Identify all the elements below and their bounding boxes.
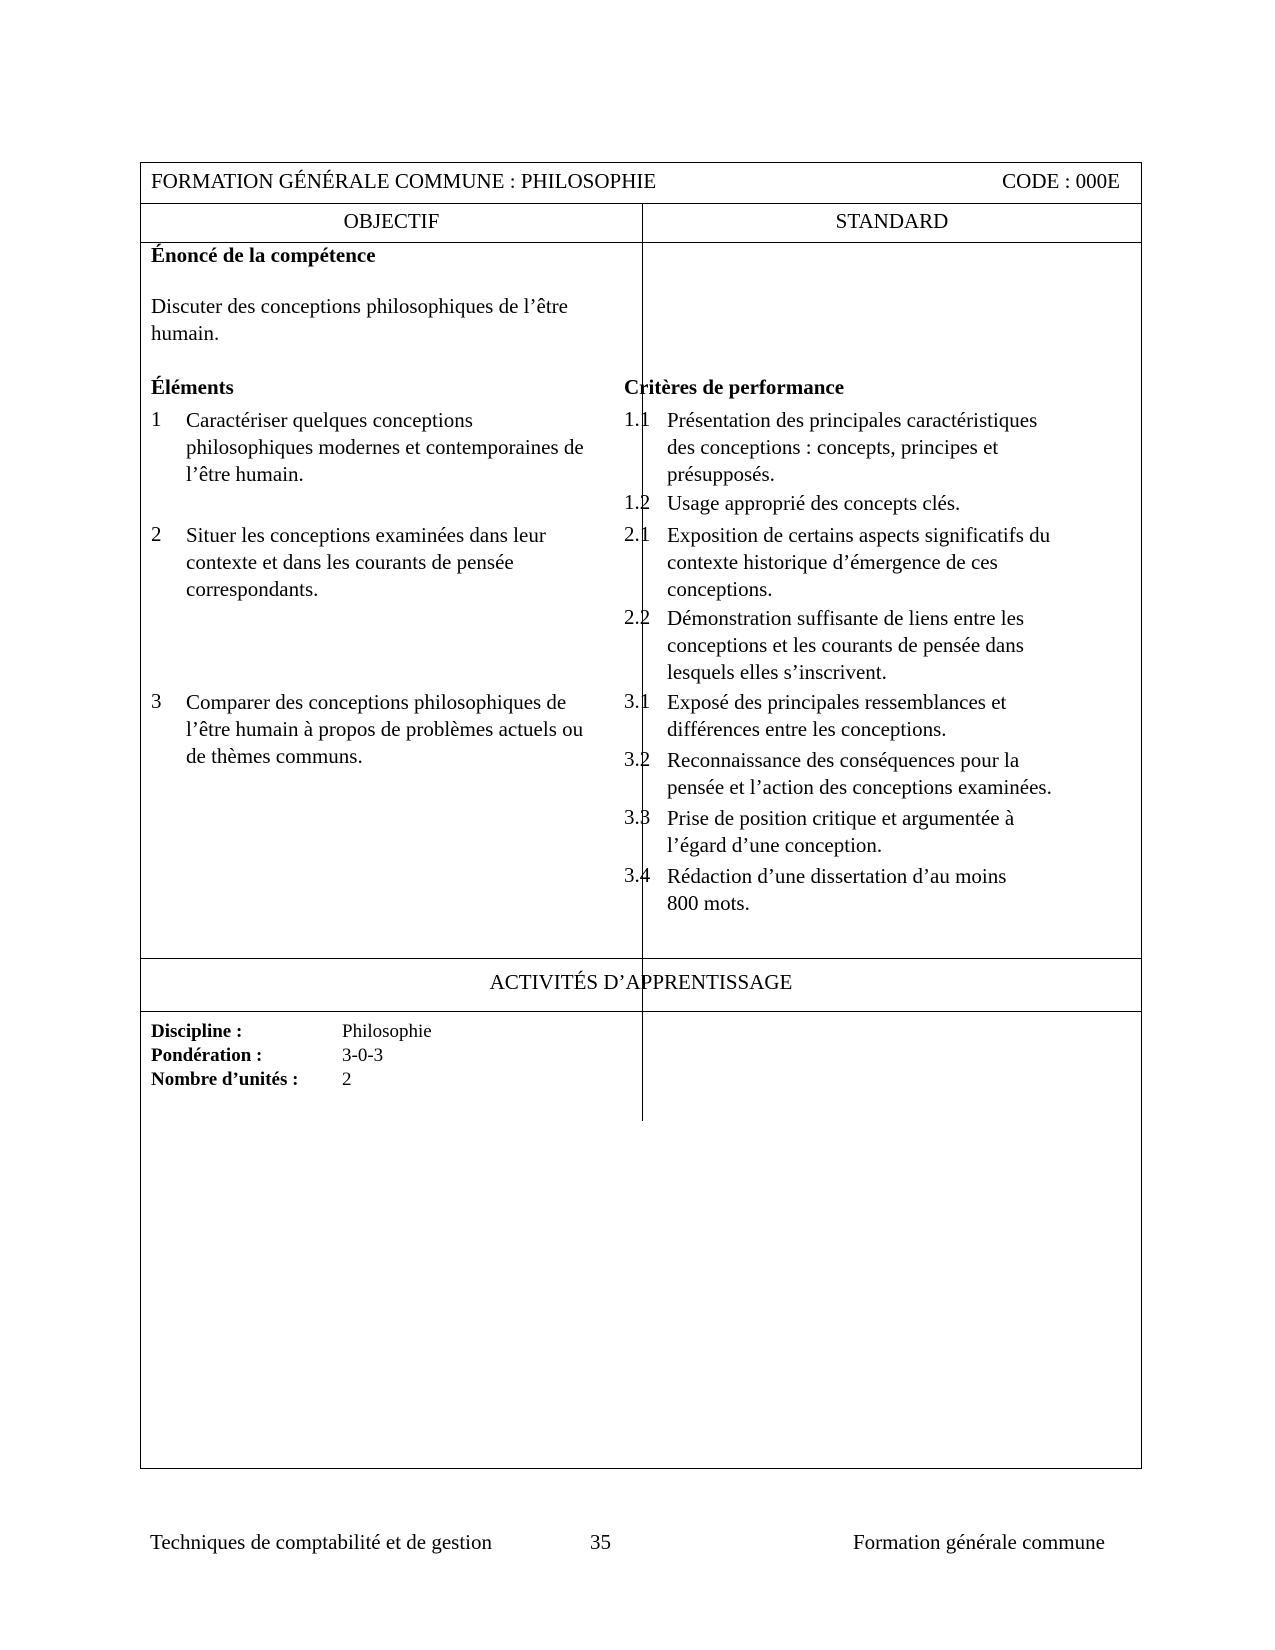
critere-text-line: des conceptions : concepts, principes et <box>667 435 999 459</box>
critere-text-line: Prise de position critique et argumentée à <box>667 806 1015 830</box>
critere-number: 3.2 <box>624 747 651 771</box>
element-text-line: l’être humain. <box>186 462 304 486</box>
critere-text-line: 800 mots. <box>667 891 750 915</box>
activites-header-row <box>141 959 1141 1012</box>
footer-program: Techniques de comptabilité et de gestion <box>150 1530 493 1554</box>
elements-heading: Éléments <box>151 375 234 399</box>
element-text-line: correspondants. <box>186 577 319 601</box>
critere-text-line: Reconnaissance des conséquences pour la <box>667 748 1020 772</box>
ponderation-label: Pondération : <box>151 1045 263 1066</box>
unites-value: 2 <box>342 1069 352 1090</box>
critere-number: 1.2 <box>624 490 651 514</box>
critere-text-line: Usage approprié des concepts clés. <box>667 491 961 515</box>
standard-column-header: STANDARD <box>835 209 949 233</box>
element-text-line: l’être humain à propos de problèmes actuels ou <box>186 717 584 741</box>
element-text-line: Caractériser quelques conceptions <box>186 408 473 432</box>
critere-text-line: différences entre les conceptions. <box>667 717 947 741</box>
element-text-line: philosophiques modernes et contemporaines de <box>186 435 584 459</box>
element-number: 3 <box>151 689 162 713</box>
ponderation-value: 3-0-3 <box>342 1045 384 1066</box>
critere-text-line: présupposés. <box>667 462 775 486</box>
discipline-label: Discipline : <box>151 1021 243 1042</box>
objectif-column-header: OBJECTIF <box>343 209 440 233</box>
critere-text-line: l’égard d’une conception. <box>667 833 883 857</box>
element-text-line: Comparer des conceptions philosophiques de <box>186 690 567 714</box>
critere-number: 2.1 <box>624 522 651 546</box>
critere-text-line: conceptions et les courants de pensée dans <box>667 633 1024 657</box>
criteres-heading: Critères de performance <box>624 375 845 399</box>
critere-number: 1.1 <box>624 407 651 431</box>
element-text-line: contexte et dans les courants de pensée <box>186 550 514 574</box>
activites-title: ACTIVITÉS D’APPRENTISSAGE <box>489 970 793 994</box>
critere-number: 2.2 <box>624 605 651 629</box>
enonce-heading: Énoncé de la compétence <box>151 243 376 267</box>
critere-text-line: pensée et l’action des conceptions examinées. <box>667 775 1052 799</box>
critere-text-line: Rédaction d’une dissertation d’au moins <box>667 864 1007 888</box>
critere-text-line: Démonstration suffisante de liens entre les <box>667 606 1025 630</box>
discipline-value: Philosophie <box>342 1021 432 1042</box>
critere-text-line: conceptions. <box>667 577 773 601</box>
document-title: FORMATION GÉNÉRALE COMMUNE : PHILOSOPHIE <box>151 169 657 193</box>
footer-section: Formation générale commune <box>853 1530 1105 1554</box>
element-number: 2 <box>151 522 162 546</box>
unites-label: Nombre d’unités : <box>151 1069 299 1090</box>
enonce-text-line1: Discuter des conceptions philosophiques de l’être <box>151 294 568 318</box>
enonce-text-line2: humain. <box>151 321 220 345</box>
critere-text-line: lesquels elles s’inscrivent. <box>667 660 887 684</box>
table-header-row <box>141 163 1141 204</box>
critere-text-line: Exposition de certains aspects significatifs du <box>667 523 1051 547</box>
competency-table <box>140 162 1142 1469</box>
element-text-line: de thèmes communs. <box>186 744 363 768</box>
course-code: CODE : 000E <box>1002 169 1120 193</box>
critere-text-line: Exposé des principales ressemblances et <box>667 690 1007 714</box>
column-header-row <box>141 204 1141 243</box>
element-number: 1 <box>151 407 162 431</box>
critere-number: 3.4 <box>624 863 651 887</box>
critere-text-line: contexte historique d’émergence de ces <box>667 550 998 574</box>
element-text-line: Situer les conceptions examinées dans leur <box>186 523 546 547</box>
critere-text-line: Présentation des principales caractéristiques <box>667 408 1038 432</box>
critere-number: 3.3 <box>624 805 651 829</box>
critere-number: 3.1 <box>624 689 651 713</box>
page-number: 35 <box>590 1530 611 1554</box>
